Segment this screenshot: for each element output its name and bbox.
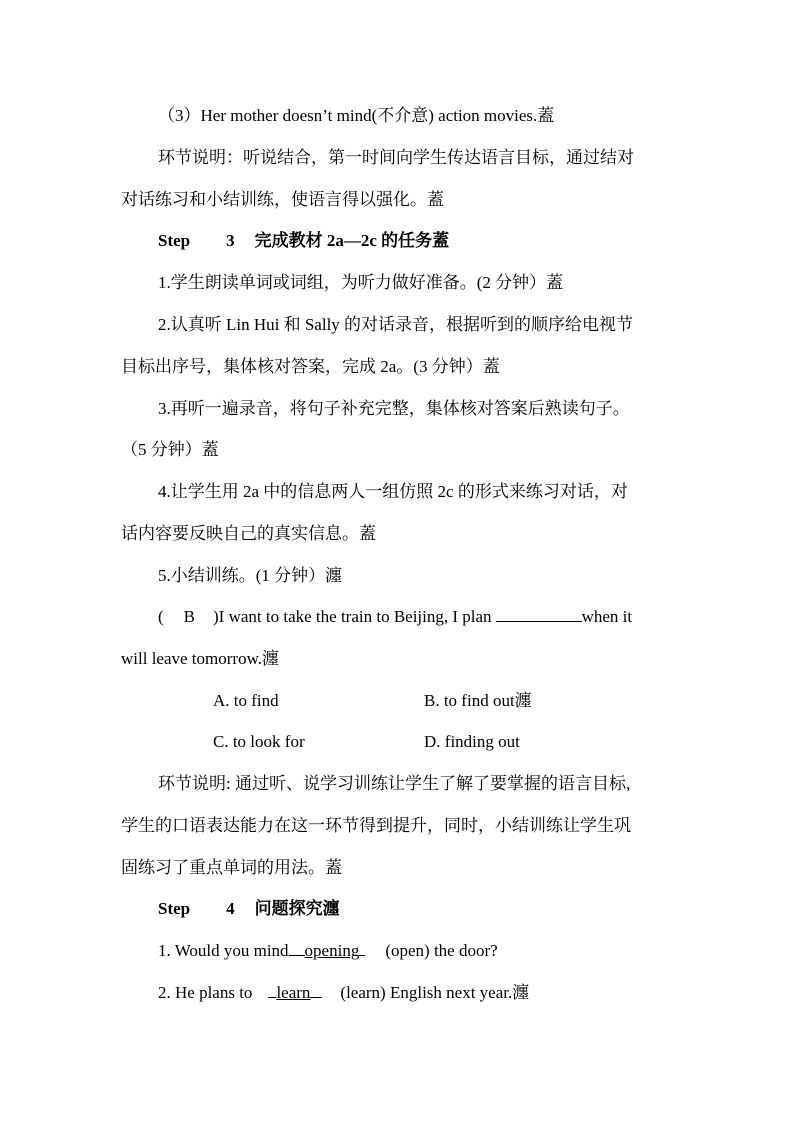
exercise-1-prompt: 1. Would you mind: [158, 941, 289, 960]
option-a: A. to find: [213, 691, 279, 710]
quiz-question: [158, 605, 632, 629]
task-5: 5.小结训练。(1 分钟）瀍: [158, 566, 343, 585]
section-note-1-line1: 环节说明：听说结合，第一时间向学生传达语言目标，通过结对: [158, 148, 634, 167]
exercise-2-answer: learn: [276, 983, 311, 1002]
quiz-stem: )I want to take the train to Beijing, I plan: [213, 607, 492, 626]
quiz-stem-end: when it: [581, 607, 633, 626]
quiz-question-line2: will leave tomorrow.瀍: [121, 649, 279, 668]
option-b: B. to find out瀍: [424, 691, 532, 710]
step-label: Step: [158, 899, 191, 918]
option-d: D. finding out: [424, 732, 520, 751]
section-note-2-line1: 环节说明: 通过听、说学习训练让学生了解了要掌握的语言目标,: [158, 774, 631, 793]
step-3-heading: [158, 229, 449, 253]
task-2-line2: 目标出序号，集体核对答案，完成 2a。(3 分钟）蓋: [121, 357, 500, 376]
task-3-line1: 3.再听一遍录音，将句子补充完整，集体核对答案后熟读句子。: [158, 399, 630, 418]
example-sentence-3: （3）Her mother doesn’t mind(不介意) action movies.蓋: [158, 106, 555, 125]
exercise-2-rest: (learn) English next year.瀍: [340, 983, 530, 1002]
section-note-1-line2: 对话练习和小结训练，使语言得以强化。蓋: [121, 190, 444, 209]
quiz-blank: [496, 605, 582, 622]
step-title: 问题探究瀍: [254, 899, 340, 918]
task-3-line2: （5 分钟）蓋: [121, 440, 219, 459]
exercise-2-prompt: 2. He plans to: [158, 983, 253, 1002]
task-2-line1: 2.认真听 Lin Hui 和 Sally 的对话录音，根据听到的顺序给电视节: [158, 315, 634, 334]
option-c: C. to look for: [213, 732, 305, 751]
section-note-2-line2: 学生的口语表达能力在这一环节得到提升，同时，小结训练让学生巩: [121, 816, 631, 835]
step-number: 3: [226, 231, 235, 250]
step-number: 4: [226, 899, 235, 918]
exercise-1-answer: opening: [304, 941, 360, 960]
task-4-line2: 话内容要反映自己的真实信息。蓋: [121, 524, 376, 543]
step-label: Step: [158, 231, 191, 250]
exercise-1: [158, 939, 498, 963]
step-4-heading: [158, 897, 340, 921]
step-title: 完成教材 2a—2c 的任务蓋: [254, 231, 450, 250]
task-4-line1: 4.让学生用 2a 中的信息两人一组仿照 2c 的形式来练习对话，对: [158, 482, 628, 501]
exercise-1-rest: (open) the door?: [385, 941, 498, 960]
exercise-2: [158, 981, 529, 1005]
quiz-paren-open: (: [158, 607, 164, 626]
section-note-2-line3: 固练习了重点单词的用法。蓋: [121, 858, 342, 877]
task-1: 1.学生朗读单词或词组，为听力做好准备。(2 分钟）蓋: [158, 273, 564, 292]
quiz-answer: B: [183, 607, 196, 626]
